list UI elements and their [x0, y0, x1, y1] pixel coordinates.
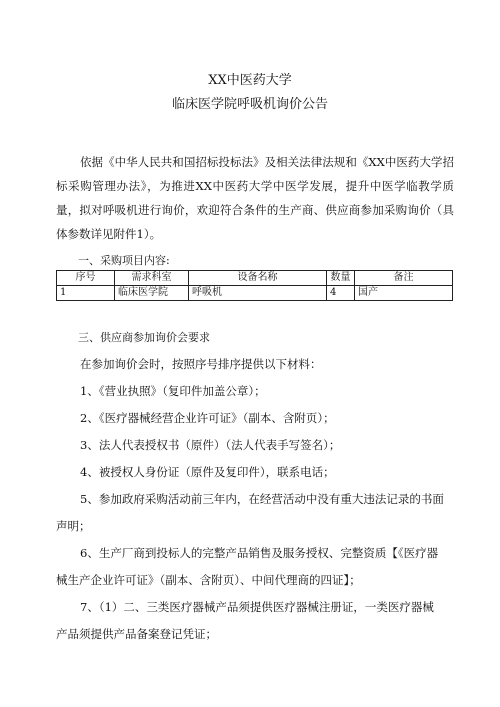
table-cell: 1: [57, 286, 115, 301]
list-item: 4、被授权人身份证（原件及复印件），联系电话；: [80, 465, 335, 479]
intro-paragraph: 依据《中华人民共和国招标投标法》及相关法律法规和《XX中医药大学招标采购管理办法》，为推进XX中医药大学中医学发展，提升中医学临教学质量，拟对呼吸机进行询价，欢迎符合条件的生产商、供应商参加采购询价（具体参数详见附件1）。: [56, 155, 454, 241]
list-item: 7、（1）二、三类医疗器械产品须提供医疗器械注册证，一类医疗器械: [80, 600, 434, 614]
list-item-continuation: 产品须提供产品备案登记凭证；: [56, 627, 217, 641]
list-item: 3、法人代表授权书（原件）（法人代表手写签名）；: [80, 438, 341, 452]
document-title-notice: 临床医学院呼吸机询价公告: [171, 97, 328, 112]
table-header-row: [57, 271, 453, 286]
table-header-cell: 设备名称: [189, 271, 327, 286]
table-cell: 国产: [355, 286, 453, 301]
requirements-lead: 在参加询价会时，按照序号排序提供以下材料：: [80, 357, 322, 371]
list-item: 6、生产厂商到投标人的完整产品销售及服务授权、完整资质【《医疗器: [80, 546, 439, 560]
table-cell: 4: [327, 286, 355, 301]
table-header-cell: 序号: [57, 271, 115, 286]
list-item: 2、《医疗器械经营企业许可证》（副本、含附页）；: [80, 411, 335, 425]
list-item: 1、《营业执照》（复印件加盖公章）；: [80, 384, 266, 398]
list-item-continuation: 声明；: [56, 519, 91, 533]
procurement-table: [56, 270, 453, 301]
table-cell: 呼吸机: [189, 286, 327, 301]
table-header-cell: 需求科室: [115, 271, 189, 286]
table-header-cell: 备注: [355, 271, 453, 286]
list-item-continuation: 械生产企业许可证》（副本、含附页）、中间代理商的四证】；: [56, 573, 361, 587]
table-row: [57, 286, 453, 301]
table-header-cell: 数量: [327, 271, 355, 286]
list-item: 5、参加政府采购活动前三年内，在经营活动中没有重大违法记录的书面: [80, 492, 444, 506]
section-supplier-requirements: 三、供应商参加询价会要求: [78, 331, 210, 344]
document-title-university: XX中医药大学: [208, 73, 292, 88]
section-procurement-content: 一、采购项目内容:: [78, 254, 170, 267]
table-cell: 临床医学院: [115, 286, 189, 301]
